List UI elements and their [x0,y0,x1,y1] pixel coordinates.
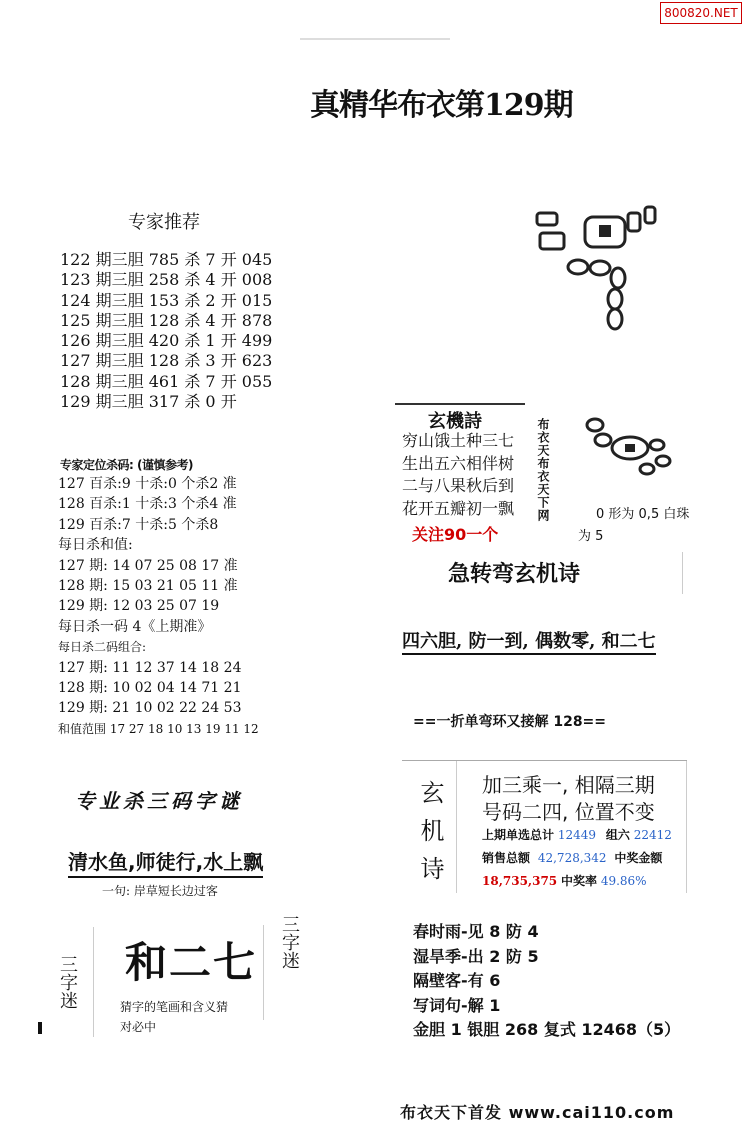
bead-hint-1: 0 形为 0,5 白珠 [596,507,690,522]
kill-row: 129 期: 12 03 25 07 19 [58,598,220,615]
riddle-note-1: 猜字的笔画和含义猜 [120,1000,229,1014]
spring-row: 春时雨-见 8 防 4 [413,922,539,941]
stats-box-right [686,761,687,893]
expert-row: 122 期三胆 785 杀 7 开 045 [60,250,273,269]
follow-tip: 关注90一个 [412,525,499,544]
jizhuan-title: 急转弯玄机诗 [448,562,581,587]
footer-credit: 布衣天下首发 www.cai110.com [400,1103,675,1122]
kill-row: 每日杀和值: [58,537,133,554]
kill-heading: 专家定位杀码: (谨慎参考) [60,458,193,472]
expert-row: 127 期三胆 128 杀 3 开 623 [60,351,273,371]
spring-row: 湿旱季-出 2 防 5 [413,946,539,966]
box-line-2: 号码二四, 位置不变 [482,800,655,824]
expert-row: 124 期三胆 153 杀 2 开 015 [60,290,273,310]
stat1-label: 上期单选总计 [482,828,555,842]
xuanji-lines [402,430,514,520]
xuanji-line: 二与八果秋后到 [402,476,515,495]
riddle-heading: 专业杀三码字谜 [75,789,243,813]
kill-row: 127 期: 11 12 37 14 18 24 [58,659,242,676]
fold-line: ==一折单弯环又接解 128== [413,714,607,730]
sales-label: 销售总额 [482,851,531,865]
expert-row: 128 期三胆 461 杀 7 开 055 [60,371,273,391]
xuanji-line: 生出五六相伴树 [402,453,515,473]
box-left-rule [93,927,94,1037]
riddle-sub: 一句: 岸草短长边过客 [102,884,218,898]
expert-heading: 专家推荐 [128,212,200,233]
box-line-1: 加三乘一, 相隔三期 [482,773,655,797]
kill-list [58,474,259,739]
kill-row: 128 期: 10 02 04 14 71 21 [58,680,242,697]
coins-icon [530,203,665,333]
spring-row: 写词句-解 1 [413,995,501,1015]
kill-row: 每日杀一码 4《上期准》 [58,618,212,635]
stats-box-divider [456,761,457,893]
xuanji-line: 穷山饿土种三七 [402,431,515,450]
big-answer: 和二七 [125,938,258,987]
expert-row: 129 期三胆 317 杀 0 开 [60,392,237,412]
expert-row: 123 期三胆 258 杀 4 开 008 [60,270,273,290]
expert-row: 126 期三胆 420 杀 1 开 499 [60,331,273,351]
stat1-label2: 组六 [605,828,630,842]
kill-row: 129 期: 21 10 02 22 24 53 [58,700,242,717]
box-vertical-label: 玄机诗 [416,780,444,894]
kill-row: 127 期: 14 07 25 08 17 准 [58,557,238,574]
stat1-value2: 22412 [633,828,672,842]
page-title: 真精华布衣第129期 [310,88,573,123]
vertical-site-name: 布衣天布衣天下网 [536,418,550,522]
spring-row: 隔壁客-有 6 [413,971,501,990]
xuanji-title: 玄機詩 [428,411,482,432]
kill-row: 和值范围 17 27 18 10 13 19 11 12 [58,721,259,736]
stat-row-2 [482,849,662,866]
box-right-rule [263,925,264,1020]
kill-row: 127 百杀:9 十杀:0 个杀2 准 [58,476,237,492]
three-char-label-right: 三字迷 [279,915,300,969]
sales-value: 42,728,342 [537,851,607,865]
three-char-label-left: 三字迷 [57,955,78,1009]
site-watermark: 800820.NET [660,2,742,24]
expert-row: 125 期三胆 128 杀 4 开 878 [60,310,273,330]
stat-row-3 [482,872,647,889]
corner-mark [38,1022,42,1034]
spring-row: 金胆 1 银胆 268 复式 12468（5） [413,1020,681,1039]
riddle-note-2: 对必中 [120,1020,157,1034]
top-gray-line [300,38,450,40]
prize-value: 18,735,375 [482,874,558,888]
bead-hint-2: 为 5 [578,529,604,544]
jizhuan-panel-rule [682,552,683,594]
kill-row: 128 期: 15 03 21 05 11 准 [58,578,238,595]
expert-list [60,250,272,412]
rate-value: 49.86% [600,874,647,888]
xuanji-line: 花开五瓣初一飘 [402,498,515,518]
kill-row: 128 百杀:1 十杀:3 个杀4 准 [58,496,237,513]
prize-label: 中奖金额 [614,851,663,865]
stat-row-1 [482,826,672,843]
kill-row: 每日杀二码组合: [58,640,147,655]
rate-label: 中奖率 [560,874,597,888]
coin-bowl-icon [585,415,680,485]
stat1-value: 12449 [557,828,597,842]
riddle-line: 清水鱼,师徒行,水上飘 [68,846,263,878]
jizhuan-line: 四六胆, 防一到, 偶数零, 和二七 [402,627,656,655]
kill-row: 129 百杀:7 十杀:5 个杀8 [58,516,219,533]
spring-list [413,920,680,1043]
